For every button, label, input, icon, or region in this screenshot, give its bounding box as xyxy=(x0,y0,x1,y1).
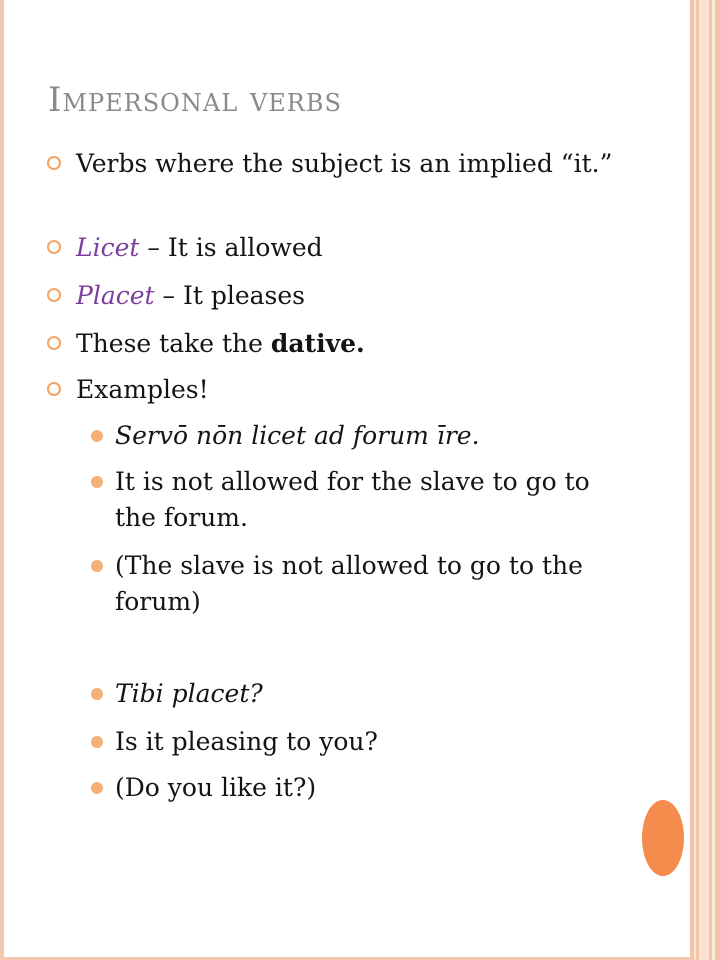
bullet-dative xyxy=(76,326,616,362)
example-text: Servō nōn licet ad forum īre. xyxy=(115,421,480,450)
bullet-text: – It is allowed xyxy=(139,233,323,262)
example-item xyxy=(115,770,615,806)
example-item xyxy=(115,464,615,536)
example-item xyxy=(115,676,615,712)
example-text: It is not allowed for the slave to go to the forum. xyxy=(115,467,590,532)
bullet-text: Examples! xyxy=(76,375,209,404)
bullet-circle-icon xyxy=(47,288,61,302)
slide-title: Impersonal verbs xyxy=(48,80,342,120)
left-border xyxy=(0,0,4,960)
bullet-text: Verbs where the subject is an implied “it.” xyxy=(76,149,613,178)
latin-term: Licet xyxy=(76,233,140,262)
bullet-circle-icon xyxy=(47,336,61,350)
example-text: Tibi placet? xyxy=(115,679,263,708)
bullet-dot-icon xyxy=(91,782,103,794)
example-text: Is it pleasing to you? xyxy=(115,727,378,756)
bullet-dot-icon xyxy=(91,430,103,442)
bullet-definition xyxy=(76,146,616,182)
bullet-circle-icon xyxy=(47,156,61,170)
bullet-text: These take the xyxy=(76,329,271,358)
bullet-licet xyxy=(76,230,616,266)
example-item xyxy=(115,548,615,620)
bullet-dot-icon xyxy=(91,736,103,748)
bullet-dot-icon xyxy=(91,560,103,572)
example-text: (Do you like it?) xyxy=(115,773,317,802)
bullet-examples xyxy=(76,372,616,408)
bullet-text: – It pleases xyxy=(154,281,305,310)
bullet-circle-icon xyxy=(47,240,61,254)
example-item xyxy=(115,724,615,760)
bullet-dot-icon xyxy=(91,688,103,700)
bullet-placet xyxy=(76,278,616,314)
example-text: (The slave is not allowed to go to the forum) xyxy=(115,551,583,616)
bullet-circle-icon xyxy=(47,382,61,396)
bullet-dot-icon xyxy=(91,476,103,488)
latin-term: Placet xyxy=(76,281,155,310)
bold-term: dative. xyxy=(270,329,365,358)
example-item xyxy=(115,418,615,454)
accent-oval xyxy=(642,800,684,876)
